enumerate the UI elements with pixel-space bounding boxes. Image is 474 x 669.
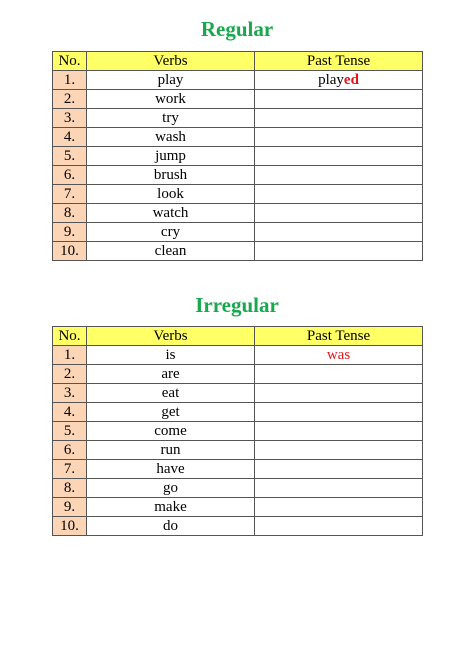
row-number: 7.	[53, 460, 87, 479]
past-tense-cell	[255, 365, 423, 384]
verb-cell: wash	[87, 128, 255, 147]
past-tense-cell	[255, 204, 423, 223]
verb-cell: work	[87, 90, 255, 109]
regular-verbs-table	[52, 51, 423, 261]
table-row	[53, 204, 423, 223]
row-number: 7.	[53, 185, 87, 204]
past-tense-cell: was	[255, 346, 423, 365]
verb-cell: brush	[87, 166, 255, 185]
row-number: 9.	[53, 223, 87, 242]
row-number: 4.	[53, 403, 87, 422]
table-row	[53, 384, 423, 403]
past-tense-cell	[255, 384, 423, 403]
row-number: 3.	[53, 384, 87, 403]
past-tense-cell	[255, 185, 423, 204]
row-number: 10.	[53, 517, 87, 536]
verb-cell: is	[87, 346, 255, 365]
row-number: 1.	[53, 346, 87, 365]
regular-section-title: Regular	[200, 17, 274, 41]
table-row	[53, 128, 423, 147]
row-number: 4.	[53, 128, 87, 147]
past-tense-cell	[255, 223, 423, 242]
irregular-section-title: Irregular	[195, 293, 279, 317]
verb-cell: get	[87, 403, 255, 422]
table-row	[53, 479, 423, 498]
past-tense-cell	[255, 147, 423, 166]
past-tense-cell	[255, 441, 423, 460]
verb-cell: jump	[87, 147, 255, 166]
verb-cell: run	[87, 441, 255, 460]
row-number: 8.	[53, 204, 87, 223]
verb-cell: go	[87, 479, 255, 498]
row-number: 10.	[53, 242, 87, 261]
past-tense-cell	[255, 166, 423, 185]
past-tense-cell	[255, 403, 423, 422]
past-tense-cell	[255, 90, 423, 109]
table-row	[53, 441, 423, 460]
verb-cell: cry	[87, 223, 255, 242]
past-tense-cell	[255, 517, 423, 536]
table-row	[53, 109, 423, 128]
table-row	[53, 185, 423, 204]
table-row	[53, 403, 423, 422]
row-number: 1.	[53, 71, 87, 90]
table-row	[53, 422, 423, 441]
table-row	[53, 71, 423, 90]
table-row	[53, 346, 423, 365]
table-row	[53, 147, 423, 166]
row-number: 3.	[53, 109, 87, 128]
row-number: 5.	[53, 147, 87, 166]
row-number: 8.	[53, 479, 87, 498]
verb-cell: come	[87, 422, 255, 441]
row-number: 5.	[53, 422, 87, 441]
table-row	[53, 223, 423, 242]
past-tense-cell	[255, 71, 423, 90]
header-no: No.	[53, 52, 87, 71]
verb-cell: make	[87, 498, 255, 517]
table-header-row	[53, 52, 423, 71]
verb-cell: do	[87, 517, 255, 536]
header-past-tense: Past Tense	[255, 327, 423, 346]
table-row	[53, 242, 423, 261]
past-tense-suffix: ed	[343, 72, 359, 88]
table-row	[53, 90, 423, 109]
past-tense-cell	[255, 479, 423, 498]
past-tense-cell	[255, 242, 423, 261]
irregular-verbs-table	[52, 326, 423, 536]
row-number: 2.	[53, 365, 87, 384]
table-row	[53, 365, 423, 384]
verb-cell: play	[87, 71, 255, 90]
row-number: 9.	[53, 498, 87, 517]
past-tense-stem: play	[318, 72, 344, 88]
row-number: 6.	[53, 166, 87, 185]
table-header-row	[53, 327, 423, 346]
verb-cell: clean	[87, 242, 255, 261]
verb-cell: look	[87, 185, 255, 204]
header-past-tense: Past Tense	[255, 52, 423, 71]
table-row	[53, 460, 423, 479]
verb-cell: eat	[87, 384, 255, 403]
verb-cell: try	[87, 109, 255, 128]
header-no: No.	[53, 327, 87, 346]
verb-cell: have	[87, 460, 255, 479]
table-row	[53, 517, 423, 536]
verb-cell: watch	[87, 204, 255, 223]
header-verbs: Verbs	[87, 327, 255, 346]
row-number: 6.	[53, 441, 87, 460]
header-verbs: Verbs	[87, 52, 255, 71]
row-number: 2.	[53, 90, 87, 109]
past-tense-cell	[255, 498, 423, 517]
past-tense-cell	[255, 109, 423, 128]
past-tense-cell	[255, 422, 423, 441]
table-row	[53, 498, 423, 517]
past-tense-cell	[255, 128, 423, 147]
past-tense-cell	[255, 460, 423, 479]
table-row	[53, 166, 423, 185]
verb-cell: are	[87, 365, 255, 384]
